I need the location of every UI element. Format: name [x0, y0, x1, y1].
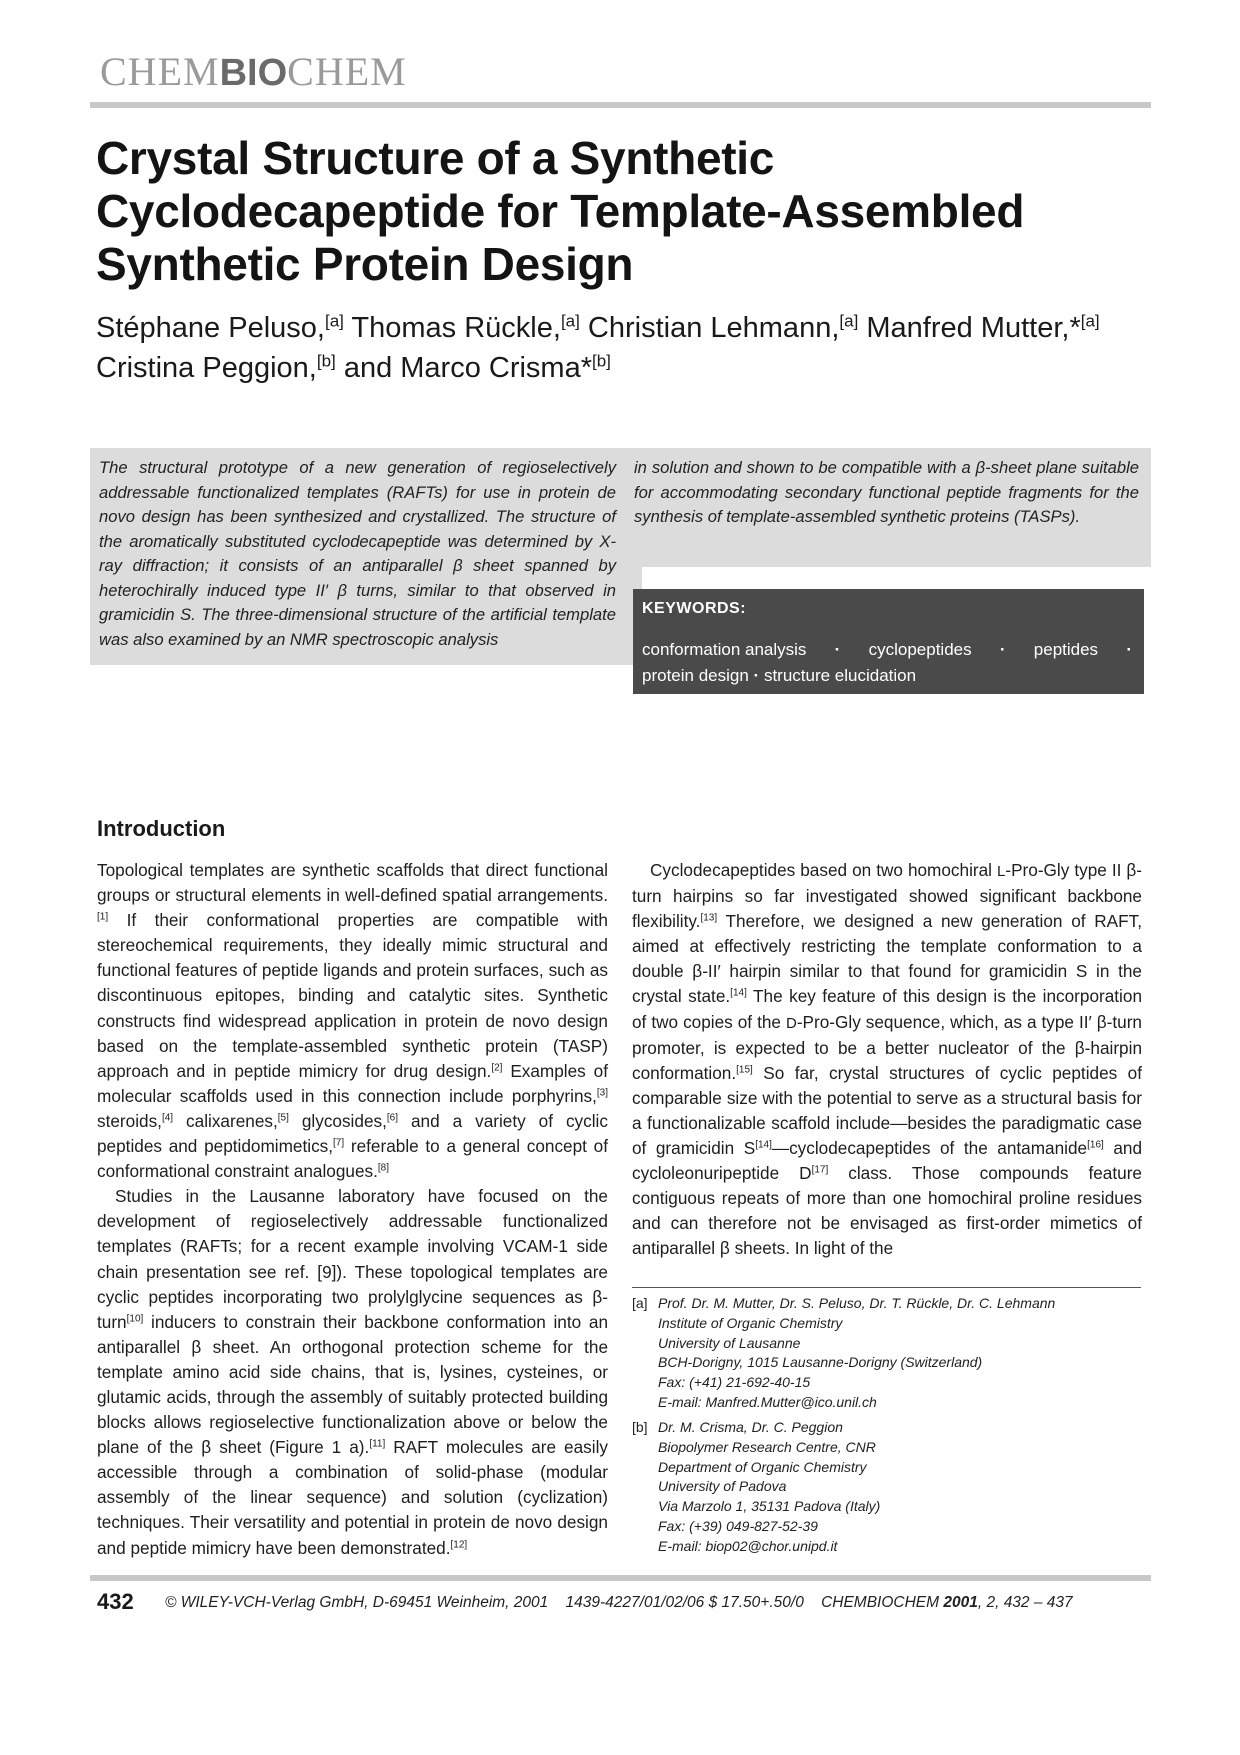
footnote-text: Dr. M. Crisma, Dr. C. Peggion Biopolymer Research Centre, CNR Department of Organic Chemistry University of Padova Via Marzolo 1, 35131 Padova (Italy) Fax: (+39) 049-827-52-39 E-mail: biop02@chor.unipd.it [658, 1419, 881, 1554]
body-column-left [97, 858, 608, 1561]
citation: [11] [369, 1438, 386, 1450]
text-run: Cyclodecapeptides based on two homochiral [650, 860, 998, 880]
author: Cristina Peggion, [96, 352, 317, 384]
journal-name [100, 49, 407, 94]
citation: [3] [596, 1087, 608, 1099]
text-run: The key feature of this design is the incorporation of two copies of the [632, 986, 1142, 1032]
text-run: So far, crystal structures of cyclic peptides of comparable size with the potential to serve as a structural basis for a functionalizable scaffold include—besides the paradigmatic case of gramicidin S [632, 1062, 1142, 1159]
text-run: Studies in the Lausanne laboratory have focused on the development of regioselectively addressable functionalized templates (RAFTs; for a recent example involving VCAM-1 side chain presentation see ref. [9]). These topological templates are cyclic peptides incorporating two prolylglycine sequences as β-turn [97, 1186, 608, 1332]
page-number: 432 [97, 1589, 134, 1614]
text-run: If their conformational properties are compatible with stereochemical requirements, they ideally mimic structural and functional features of peptide ligands and protein surfaces, such as discontinuous epitopes, binding and catalytic sites. Synthetic constructs find widespread application in protein de novo design based on the template-assembled synthetic protein (TASP) approach and in peptide mimicry for drug design. [97, 910, 608, 1081]
journal-name-part: CHEM [287, 49, 407, 94]
author: Christian Lehmann, [587, 312, 840, 344]
keyword-separator: · [753, 666, 760, 685]
citation: [1] [97, 911, 109, 923]
text-run: Therefore, we designed a new generation of RAFT, aimed at effectively restricting the template conformation to a double β-II′ hairpin similar to that found for gramicidin S in the crystal state. [632, 911, 1142, 1007]
header-rule [90, 102, 1151, 108]
section-heading: Introduction [97, 816, 226, 841]
article-title: Crystal Structure of a Synthetic Cyclodecapeptide for Template-Assembled Synthetic Protein Design [96, 132, 1025, 290]
footer-rule [90, 1575, 1151, 1581]
author: Manfred Mutter,* [866, 312, 1081, 344]
text-run: and a variety of cyclic peptides and peptidomimetics, [97, 1110, 608, 1157]
journal-name-part: BIO [219, 52, 288, 94]
affiliation-marker: [b] [316, 351, 336, 371]
author: Stéphane Peluso, [96, 312, 325, 344]
author-list [96, 308, 1156, 388]
keyword-separator: · [834, 640, 841, 659]
text-run: calixarenes, [173, 1110, 278, 1131]
citation: [14] [755, 1139, 772, 1151]
citation: [2] [491, 1062, 503, 1074]
abstract-text: in solution and shown to be compatible with a β-sheet plane suitable for accommodating secondary functional peptide fragments for the synthesis of template-assembled synthetic proteins (TASPs). [634, 458, 1139, 526]
keywords-heading: KEYWORDS: [642, 600, 747, 617]
keyword: structure elucidation [763, 666, 917, 685]
citation: [4] [161, 1112, 174, 1124]
keyword: cyclopeptides [868, 640, 972, 659]
text-run: RAFT molecules are easily accessible through a combination of solid-phase (modular assembly of the linear sequence) and solution (cyclization) techniques. Their versatility and potential in protein de novo design and peptide mimicry have been demonstrated. [97, 1437, 608, 1558]
citation: [13] [700, 912, 718, 924]
keyword: conformation analysis [642, 640, 807, 659]
stereo-descriptor: L [997, 863, 1006, 880]
text-run: referable to a general concept of conformational constraint analogues. [97, 1136, 608, 1182]
text-run: -Pro-Gly type II β-turn hairpins so far investigated showed significant backbone flexibility. [632, 860, 1142, 932]
abstract-text: The structural prototype of a new generation of regioselectively addressable functionalized templates (RAFTs) for use in protein de novo design has been synthesized and crystallized. The structure of the aromatically substituted cyclodecapeptide was determined by X-ray diffraction; it consists of an antiparallel β sheet spanned by heterochirally induced type II′ β turns, similar to that observed in gramicidin S. The three-dimensional structure of the artificial template was also examined by an NMR spectroscopic analysis [99, 458, 616, 649]
article-code: 1439-4227/01/02/06 $ 17.50+.50/0 [565, 1594, 804, 1611]
keyword-separator: · [1126, 640, 1132, 659]
citation: [6] [386, 1112, 398, 1124]
paragraph [632, 858, 1142, 1262]
text-run: steroids, [97, 1110, 162, 1131]
keywords-box [633, 589, 1144, 694]
footnote-rule [632, 1287, 1141, 1288]
author: Thomas Rückle, [351, 312, 561, 344]
affiliation-marker: [a] [324, 311, 344, 331]
keywords-list [642, 637, 1132, 689]
stereo-descriptor: D [785, 1014, 797, 1032]
text-run: inducers to constrain their backbone conformation into an antiparallel β sheet. An orthogonal protection scheme for the template amino acid side chains, that is, lysines, cysteines, or glutamic acids, through the assembly of suitably protected building blocks allows regioselective functionalization above or below the plane of the β sheet (Figure 1 a). [97, 1311, 608, 1458]
journal-volume: , 2, 432 – 437 [977, 1594, 1073, 1611]
keyword: peptides [1033, 640, 1099, 659]
text-run: class. Those compounds feature contiguous repeats of more than one homochiral proline residues and can therefore not be envisaged as first-order mimetics of antiparallel β sheets. In light of the [632, 1163, 1142, 1259]
journal-ref: CHEMBIOCHEM [821, 1594, 940, 1611]
citation: [10] [126, 1312, 144, 1324]
paragraph [97, 1184, 608, 1560]
footnote-label: [b] [632, 1419, 648, 1435]
citation: [8] [377, 1162, 390, 1174]
affiliation-marker: [a] [560, 311, 580, 331]
journal-name-part: CHEM [100, 49, 220, 94]
body-column-right [632, 858, 1142, 1262]
text-run: Examples of molecular scaffolds used in this connection include porphyrins, [97, 1060, 608, 1106]
citation: [14] [730, 987, 747, 999]
abstract-box [90, 448, 1151, 685]
keyword: protein design [642, 666, 749, 685]
citation: [16] [1087, 1139, 1104, 1151]
citation: [7] [333, 1137, 345, 1149]
citation: [5] [277, 1112, 289, 1124]
affiliation-marker: [a] [839, 311, 859, 331]
text-run: Topological templates are synthetic scaffolds that direct functional groups or structural elements in well-defined spatial arrangements. [97, 860, 608, 906]
paragraph [97, 858, 608, 1184]
citation: [17] [811, 1164, 829, 1176]
text-run: and cycloleonuripeptide D [632, 1138, 1142, 1184]
citation: [15] [736, 1064, 753, 1076]
text-run: —cyclodecapeptides of the antamanide [771, 1138, 1088, 1159]
text-run: glycosides, [288, 1110, 387, 1131]
footnote-text: Prof. Dr. M. Mutter, Dr. S. Peluso, Dr. T. Rückle, Dr. C. Lehmann Institute of Organic Chemistry University of Lausanne BCH-Dorigny, 1015 Lausanne-Dorigny (Switzerland) Fax: (+41) 21-692-40-15 E-mail: Manfred.Mutter@ico.unil.ch [658, 1295, 1056, 1410]
author: and Marco Crisma* [343, 352, 592, 384]
affiliation-marker: [a] [1080, 311, 1100, 331]
text-run: -Pro-Gly sequence, which, as a type II′ β-turn promoter, is expected to be a better nucleator of the β-hairpin conformation. [632, 1011, 1142, 1083]
journal-year: 2001 [943, 1594, 978, 1611]
affiliation-marker: [b] [592, 351, 611, 371]
copyright: © WILEY-VCH-Verlag GmbH, D-69451 Weinheim, 2001 [165, 1594, 549, 1611]
citation: [12] [450, 1538, 468, 1550]
keyword-separator: · [999, 640, 1006, 659]
footer-line [165, 1594, 1073, 1612]
footnote-label: [a] [632, 1295, 648, 1311]
